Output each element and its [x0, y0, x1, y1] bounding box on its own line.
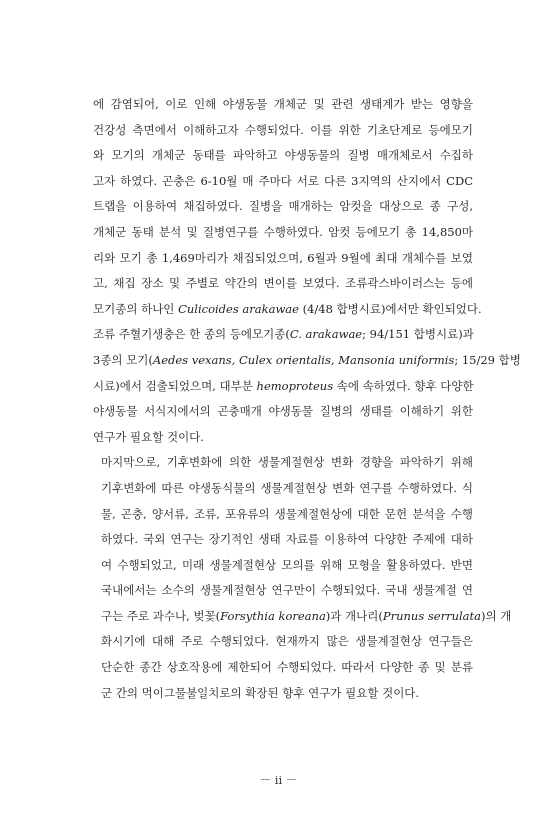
text-run: 고, 채집 장소 및 주별로 약간의 변이를 보였다. 조류곽스바이러스는 등에: [93, 276, 473, 291]
text-run: 모기종의 하나인: [93, 301, 179, 316]
text-line: [93, 374, 473, 400]
text-run: 군 간의 먹이그물불일치로의 확장된 향후 연구가 필요할 것이다.: [101, 685, 420, 700]
text-line: [101, 553, 473, 579]
text-line: [101, 450, 473, 476]
text-line: [93, 143, 473, 169]
text-line: [101, 527, 473, 553]
text-line: [93, 348, 521, 374]
text-run: 3종의 모기(: [93, 352, 153, 367]
text-run: 에 감염되어, 이로 인해 야생동물 개체군 및 관련 생태계가 받는 영향을: [93, 97, 473, 111]
text-run: ; 94/151 합병시료)과: [362, 327, 474, 342]
text-line: [101, 578, 473, 604]
body-text: [93, 92, 521, 706]
species-name: Culicoides arakawae: [178, 301, 299, 316]
species-name: Forsythia koreana: [220, 608, 326, 623]
text-line: [101, 604, 512, 630]
text-run: 물, 곤충, 양서류, 조류, 포유류의 생물계절현상에 대한 문헌 분석을 수행: [101, 506, 473, 521]
text-line: [93, 220, 473, 246]
text-line: [93, 118, 473, 144]
text-line: [101, 629, 473, 655]
text-line: [93, 322, 473, 348]
text-run: 속에 속하였다. 향후 다양한: [333, 378, 474, 393]
text-run: 트랩을 이용하여 채집하였다. 질병을 매개하는 암컷을 대상으로 종 구성,: [93, 199, 473, 214]
text-run: 시료)에서 검출되었으며, 대부분: [93, 378, 257, 393]
text-line: [93, 425, 473, 451]
text-run: 건강성 측면에서 이해하고자 수행되었다. 이를 위한 기초단계로 등에모기: [93, 122, 473, 137]
text-run: 와 모기의 개체군 동태를 파악하고 야생동물의 질병 매개체로서 수집하: [93, 148, 473, 163]
text-run: 국내에서는 소수의 생물계절현상 연구만이 수행되었다. 국내 생물계절 연: [101, 583, 473, 598]
text-run: )과 개나리(: [325, 608, 383, 623]
text-run: )의 개: [481, 608, 512, 623]
text-line: [93, 246, 473, 272]
species-name: Aedes vexans, Culex orientalis, Mansonia uniformis: [152, 352, 455, 367]
text-line: [101, 502, 473, 528]
text-line: [93, 271, 473, 297]
text-run: 리와 모기 총 1,469마리가 채집되었으며, 6월과 9월에 최대 개체수를 보였: [93, 250, 473, 265]
species-name: hemoproteus: [256, 378, 334, 393]
text-run: 연구가 필요할 것이다.: [93, 429, 204, 444]
page-number: － ii －: [259, 773, 298, 787]
text-line: [93, 194, 473, 220]
text-run: 마지막으로, 기후변화에 의한 생물계절현상 변화 경향을 파악하기 위해: [101, 455, 473, 470]
species-name: C. arakawae: [289, 327, 363, 342]
text-line: [93, 297, 482, 323]
text-line: [101, 655, 473, 681]
text-line: [101, 476, 473, 502]
text-run: 조류 주혈기생충은 한 종의 등에모기종(: [93, 327, 290, 342]
text-run: 하였다. 국외 연구는 장기적인 생태 자료를 이용하여 다양한 주제에 대하: [101, 532, 473, 547]
text-run: 여 수행되었고, 미래 생물계절현상 모의를 위해 모형을 활용하였다. 반면: [101, 557, 473, 572]
text-run: (4/48 합병시료)에서만 확인되었다.: [298, 301, 482, 316]
text-line: [101, 681, 473, 707]
text-line: [93, 399, 473, 425]
text-run: 개체군 동태 분석 및 질병연구를 수행하였다. 암컷 등에모기 총 14,850마: [93, 224, 473, 239]
text-run: 단순한 종간 상호작용에 제한되어 수행되었다. 따라서 다양한 종 및 분류: [101, 660, 473, 675]
paragraph-vector-disease: [93, 92, 521, 450]
text-run: 기후변화에 따른 야생동식물의 생물계절현상 변화 연구를 수행하였다. 식: [101, 480, 473, 495]
text-line: [93, 92, 473, 118]
paragraph-phenology: [93, 450, 512, 706]
text-run: 야생동물 서식지에서의 곤충매개 야생동물 질병의 생태를 이해하기 위한: [93, 404, 473, 419]
text-run: 구는 주로 과수나, 벚꽃(: [101, 608, 221, 623]
text-run: ; 15/29 합병: [454, 352, 521, 367]
species-name: Prunus serrulata: [382, 608, 482, 623]
text-run: 고자 하였다. 곤충은 6-10월 매 주마다 서로 다른 3지역의 산지에서 CDC: [93, 173, 473, 188]
text-run: 화시기에 대해 주로 수행되었다. 현재까지 많은 생물계절현상 연구들은: [101, 634, 473, 649]
text-line: [93, 169, 473, 195]
